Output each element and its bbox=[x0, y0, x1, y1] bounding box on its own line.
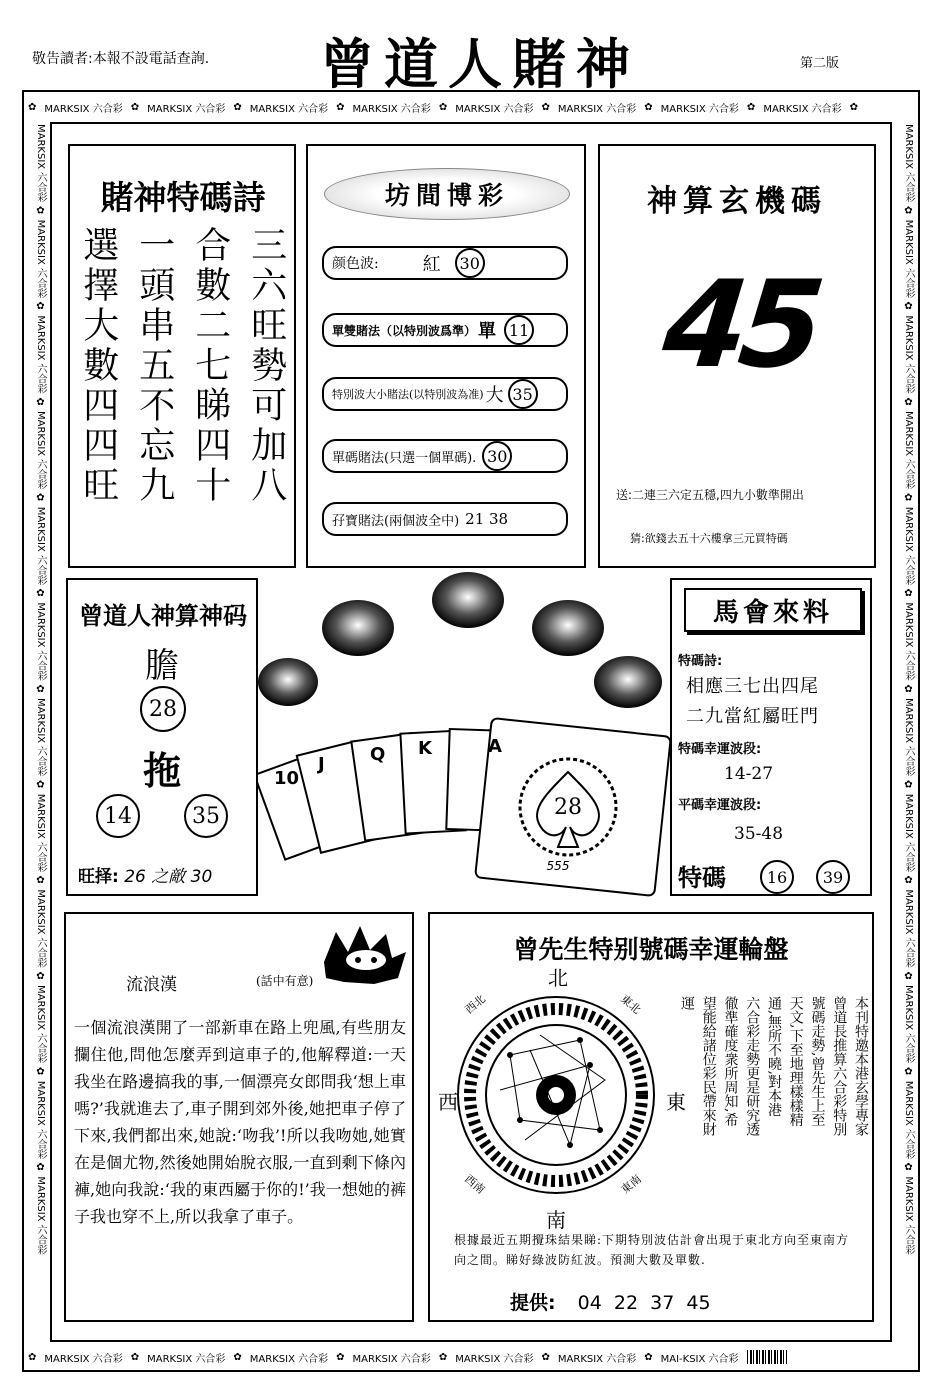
divine-footer-label: 旺择: bbox=[78, 867, 119, 887]
reader-notice: 敬告讀者:本報不設電話查詢. bbox=[32, 51, 210, 67]
wheel-box bbox=[428, 912, 874, 1322]
bet-row-double bbox=[322, 502, 568, 536]
handwritten-number: 45 bbox=[657, 256, 823, 395]
flat-range: 35-48 bbox=[734, 824, 784, 844]
mascot-icon bbox=[314, 922, 410, 988]
note-line bbox=[630, 530, 788, 546]
betting-title: 坊間博彩 bbox=[384, 181, 509, 210]
poker-art-icon bbox=[258, 572, 678, 902]
bet-row-value: 21 38 bbox=[465, 510, 509, 528]
note-text: 欲錢去五十六樓拿三元買特碼 bbox=[644, 532, 788, 545]
wheel-desc-column: 徹準確度衆所周知,希 bbox=[722, 996, 739, 1127]
gift-line bbox=[616, 486, 804, 503]
wheel-desc-column: 六合彩走勢更是研究透 bbox=[744, 996, 761, 1136]
flat-range-label: 平碼幸運波段: bbox=[678, 798, 762, 813]
wheel-desc-column: 天文,下至地理樣樣精 bbox=[787, 996, 804, 1127]
poem-box bbox=[68, 144, 296, 568]
wheel-northwest: 西北 bbox=[462, 992, 488, 1017]
horse-poem-line-2: 二九當紅屬旺門 bbox=[686, 706, 819, 727]
spade-number: 28 bbox=[554, 795, 582, 820]
wheel-desc-column: 運 bbox=[679, 996, 695, 1010]
ball-icon bbox=[258, 658, 318, 706]
ball-icon bbox=[532, 600, 604, 656]
divine-box bbox=[66, 578, 258, 896]
wheel-north: 北 bbox=[548, 966, 568, 990]
bet-row-number: 11 bbox=[504, 315, 534, 345]
wheel-prediction: 根據最近五期攪珠結果睇:下期特別波估計會出現于東北方向至東南方向之間。睇好綠波防紅波。預測大數及單數. bbox=[454, 1233, 850, 1267]
bet-row-label: 颜色波: bbox=[332, 256, 379, 272]
top-border-strip: ✿ MARKSIX 六合彩 ✿ MARKSIX 六合彩 ✿ MARKSIX 六合彩 ✿ MARKSIX 六合彩 ✿ MARKSIX 六合彩 ✿ MARKSIX 六合彩 ✿ MARKSIX 六合彩 ✿ MARKSIX 六合彩 ✿ bbox=[28, 101, 859, 115]
bet-row-value: 大 bbox=[485, 385, 504, 406]
bet-row-big-small bbox=[322, 377, 568, 411]
betting-box bbox=[306, 144, 586, 568]
card-letter: A bbox=[488, 736, 502, 757]
wheel-southwest: 西南 bbox=[462, 1172, 488, 1197]
bet-row-value: 單 bbox=[478, 321, 497, 342]
wheel-southeast: 東南 bbox=[618, 1172, 644, 1197]
left-border-strip: MARKSIX 六合彩 ✿ MARKSIX 六合彩 ✿ MARKSIX 六合彩 ✿ MARKSIX 六合彩 ✿ MARKSIX 六合彩 ✿ MARKSIX 六合彩 ✿ MARKSIX 六合彩 ✿ MARKSIX 六合彩 ✿ MARKSIX 六合彩 ✿ MARKSIX 六合彩 ✿ MARKSIX 六合彩 ✿ MARKSIX 六合彩 bbox=[35, 124, 46, 1255]
horse-title: 馬會來料 bbox=[712, 597, 833, 628]
special-number-2: 39 bbox=[816, 860, 850, 894]
provide-numbers: 04 22 37 45 bbox=[577, 1292, 711, 1314]
poem-column: 選擇大數四四旺 bbox=[77, 226, 119, 506]
story-subtitle: (話中有意) bbox=[256, 974, 314, 988]
bet-row-label: 單雙賭法（以特別波爲準） bbox=[332, 323, 477, 338]
bet-row-label: 特別波大小賭法(以特別波為准) bbox=[332, 388, 484, 401]
card-caption: 555 bbox=[546, 859, 570, 873]
lucky-range: 14-27 bbox=[724, 764, 774, 784]
card-letter: 10 bbox=[274, 768, 300, 789]
provide-line bbox=[510, 1288, 711, 1315]
ball-icon bbox=[322, 600, 394, 656]
divine-title: 曾道人神算神码 bbox=[79, 602, 247, 630]
horse-poem-line-1: 相應三七出四尾 bbox=[686, 676, 819, 697]
ball-icon bbox=[432, 572, 504, 628]
special-number-1: 16 bbox=[760, 860, 794, 894]
bottom-border-strip: ✿ MARKSIX 六合彩 ✿ MARKSIX 六合彩 ✿ MARKSIX 六合彩 ✿ MARKSIX 六合彩 ✿ MARKSIX 六合彩 ✿ MARKSIX 六合彩 ✿ MAI-KSIX 六合彩 bbox=[28, 1346, 914, 1368]
bet-row-odd-even bbox=[322, 313, 568, 347]
provide-label: 提供: bbox=[510, 1292, 556, 1314]
dan-number: 28 bbox=[140, 686, 186, 732]
story-mascot bbox=[314, 922, 410, 988]
mystic-box bbox=[598, 144, 876, 568]
card-letter: Q bbox=[370, 744, 386, 765]
note-label: 猜: bbox=[630, 532, 645, 545]
bet-row-number: 30 bbox=[482, 441, 512, 471]
wheel-desc-column: 望能給諸位彩民帶來財 bbox=[700, 996, 717, 1136]
tuo-number-2: 35 bbox=[184, 794, 228, 838]
right-border-strip: MARKSIX 六合彩 ✿ MARKSIX 六合彩 ✿ MARKSIX 六合彩 ✿ MARKSIX 六合彩 ✿ MARKSIX 六合彩 ✿ MARKSIX 六合彩 ✿ MARKSIX 六合彩 ✿ MARKSIX 六合彩 ✿ MARKSIX 六合彩 ✿ MARKSIX 六合彩 ✿ MARKSIX 六合彩 ✿ MARKSIX 六合彩 bbox=[903, 124, 914, 1255]
bet-row-single bbox=[322, 439, 568, 473]
divine-footer-text: 26 之敵 30 bbox=[124, 867, 213, 887]
divine-footer bbox=[78, 862, 212, 887]
wheel-west: 西 bbox=[438, 1090, 458, 1114]
bet-row-label: 孖寶賭法(兩個波全中) bbox=[332, 513, 460, 529]
bet-row-label: 單碼賭法(只選一個單碼). bbox=[332, 450, 477, 466]
lucky-range-label: 特碼幸運波段: bbox=[678, 742, 762, 757]
betting-title-oval bbox=[324, 168, 570, 220]
wheel-desc-column: 通,無所不曉,對本港 bbox=[766, 996, 782, 1117]
wheel-desc-column: 本刊特邀本港玄學專家 bbox=[853, 996, 869, 1136]
card-letter: J bbox=[318, 754, 325, 775]
mystic-title: 神算玄機碼 bbox=[647, 184, 827, 219]
gift-label: 送: bbox=[616, 488, 633, 502]
page-title: 曾道人賭神 bbox=[320, 32, 640, 96]
wheel-east: 東 bbox=[666, 1090, 686, 1114]
special-label: 特碼 bbox=[678, 864, 726, 892]
story-body: 一個流浪漢開了一部新車在路上兜風,有些朋友攔住他,問他怎麼弄到這車子的,他解釋道:一天我坐在路邊搞我的事,一個漂亮女郎問我‘想上車嗎?’我就進去了,車子開到郊外後,她把車子停了下來,我們都出來,她說:‘吻我’!所以我吻她,她實在是個尤物,然後她開始脫衣服,一直到剩下條內褲,她向我說:‘我的東西屬于你的!’我一想她的裤子我也穿不上,所以我拿了車子。 bbox=[74, 1018, 406, 1226]
bet-row-color bbox=[322, 246, 568, 280]
wheel-south: 南 bbox=[546, 1208, 566, 1232]
horse-title-frame bbox=[684, 588, 862, 632]
bet-row-number: 35 bbox=[508, 379, 538, 409]
dan-char: 膽 bbox=[145, 646, 179, 686]
poem-title: 賭神特碼詩 bbox=[100, 178, 266, 217]
barcode-icon bbox=[747, 1350, 787, 1364]
horse-poem-label: 特碼詩: bbox=[678, 654, 723, 669]
horse-box bbox=[670, 578, 872, 896]
poem-column: 三六旺勢可加八 bbox=[245, 226, 287, 506]
tuo-char: 拖 bbox=[142, 748, 181, 793]
story-box bbox=[64, 912, 414, 1322]
wheel-desc-column: 號碼走勢,曾先生上至 bbox=[809, 996, 826, 1127]
ball-icon bbox=[594, 656, 662, 708]
edition-label: 第二版 bbox=[800, 56, 840, 71]
story-title: 流浪漢 bbox=[126, 975, 177, 995]
gift-text: 二連三六定五穩,四九小數準開出 bbox=[632, 488, 804, 502]
tuo-number-1: 14 bbox=[96, 794, 140, 838]
bet-row-number: 30 bbox=[455, 248, 485, 278]
wheel-title: 曾先生特别號碼幸運輪盤 bbox=[513, 935, 789, 964]
poem-column: 合數二七睇四十 bbox=[189, 226, 231, 506]
wheel-northeast: 東北 bbox=[618, 992, 644, 1017]
center-art bbox=[258, 572, 678, 902]
card-letter: K bbox=[418, 738, 432, 759]
bet-row-value: 紅 bbox=[422, 254, 441, 275]
wheel-desc-column: 曾道長推算六合彩特別 bbox=[831, 996, 848, 1136]
wheel-description bbox=[678, 996, 870, 1218]
poem-column: 一頭串五不忘九 bbox=[133, 226, 175, 506]
